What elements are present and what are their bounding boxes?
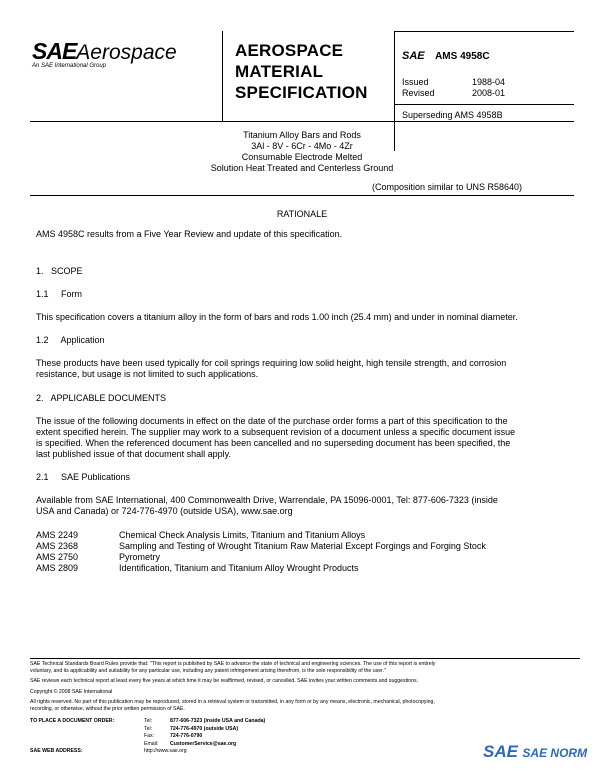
text-line: These products have been used typically for coil springs requiring low solid height, high tensile strength, and corrosion (36, 358, 507, 368)
section-1-2-heading: 1.2 Application (36, 335, 105, 345)
title-line: Titanium Alloy Bars and Rods (243, 130, 361, 140)
header-top-rule (394, 31, 574, 32)
text-line: USA and Canada) or 724-776-4970 (outside USA), www.sae.org (36, 506, 293, 516)
issued-row (402, 77, 572, 88)
norm-logo-mark: SAE (483, 742, 518, 761)
section-1-2-text (36, 358, 576, 380)
section-2-heading: 2. APPLICABLE DOCUMENTS (36, 393, 167, 403)
doc-title: Sampling and Testing of Wrought Titanium Raw Material Except Forgings and Forging Stock (119, 541, 486, 551)
doc-title: Identification, Titanium and Titanium Alloy Wrought Products (119, 563, 359, 573)
doc-code: AMS 2368 (36, 541, 79, 551)
document-list (36, 530, 576, 574)
doc-number: AMS 4958C (435, 51, 490, 62)
footer-line: All rights reserved. No part of this publication may be reproduced, stored in a retrieval system or transmitted, in any form or by any means, electronic, mechanical, photocopying, (30, 698, 435, 705)
rationale-text: AMS 4958C results from a Five Year Review and update of this specification. (36, 229, 343, 239)
spec-title-line: AEROSPACE (235, 41, 344, 60)
spec-title-line: SPECIFICATION (235, 83, 368, 102)
sae-mark: SAE (402, 50, 425, 62)
text-line: Available from SAE International, 400 Commonwealth Drive, Warrendale, PA 15096-0001, Tel: 877-606-7323 (inside (36, 495, 498, 505)
text-line: extent specified herein. The supplier may work to a subsequent revision of a document unless a specific document issue (36, 427, 516, 437)
norm-logo-text: SAE NORM (522, 746, 588, 760)
spec-title (235, 40, 368, 103)
tel2-value: 724-776-4970 (outside USA) (170, 725, 239, 732)
section-1-1-text: This specification covers a titanium alloy in the form of bars and rods 1.00 inch (25.4 mm) and under in nominal diameter. (36, 312, 518, 322)
title-line: 3Al - 8V - 6Cr - 4Mo - 4Zr (251, 141, 353, 151)
section-1-heading: 1. SCOPE (36, 266, 83, 276)
order-label: TO PLACE A DOCUMENT ORDER: (30, 718, 115, 724)
text-line: is specified. When the referenced document has been cancelled and no superseding document has been specified, the (36, 438, 511, 448)
tel2-label: Tel: (144, 725, 153, 732)
issued-label: Issued (402, 77, 429, 87)
issued-value: 1988-04 (472, 77, 506, 87)
document-row (36, 563, 576, 574)
section-2-1-text (36, 495, 576, 517)
web-value[interactable]: http://www.sae.org (144, 748, 187, 754)
section-1-1-heading: 1.1 Form (36, 289, 83, 299)
title-block (30, 130, 574, 174)
footer-notice (30, 661, 582, 713)
logo-tagline: An SAE International Group (32, 63, 107, 69)
document-row (36, 552, 576, 563)
tel-value: 877-606-7323 (inside USA and Canada) (170, 718, 266, 724)
logo-aerospace: Aerospace (76, 41, 177, 64)
header-logo (32, 38, 222, 69)
document-row (36, 530, 576, 541)
fax-label: Fax: (144, 733, 155, 739)
doc-code: AMS 2249 (36, 530, 79, 540)
doc-title: Pyrometry (119, 552, 161, 562)
header-mid-rule (394, 104, 574, 105)
email-value[interactable]: CustomerService@sae.org (170, 740, 237, 747)
title-line: Consumable Electrode Melted (241, 152, 363, 162)
composition-note: (Composition similar to UNS R58640) (372, 182, 523, 192)
section-2-1-heading: 2.1 SAE Publications (36, 472, 131, 482)
text-line: last published issue of that document shall apply. (36, 449, 231, 459)
text-line: resistance, but usage is not limited to such applications. (36, 369, 259, 379)
doc-code: AMS 2750 (36, 552, 79, 562)
web-label: SAE WEB ADDRESS: (30, 748, 83, 754)
header-bottom-rule (30, 121, 574, 122)
document-row (36, 541, 576, 552)
email-label: Email: (144, 740, 159, 747)
title-line: Solution Heat Treated and Centerless Ground (210, 163, 394, 173)
footer-line: voluntary, and its applicability and suitability for any particular use, including any patent infringement arising therefrom, is the sole responsibility of the user." (30, 668, 386, 675)
order-block (30, 718, 430, 756)
logo-sae: SAE (32, 38, 77, 64)
doc-title: Chemical Check Analysis Limits, Titanium and Titanium Alloys (119, 530, 366, 540)
revised-row (402, 88, 572, 99)
footer-line: recording, or otherwise, without the prior written permission of SAE. (30, 706, 185, 713)
revised-value: 2008-01 (472, 88, 506, 98)
superseding: Superseding AMS 4958B (402, 110, 503, 120)
tel-label: Tel: (144, 718, 153, 724)
footer-rule (30, 658, 580, 659)
title-bottom-rule (30, 195, 574, 196)
revised-label: Revised (402, 88, 435, 98)
doc-code: AMS 2809 (36, 563, 79, 573)
doc-id-block (402, 46, 572, 64)
footer-line: SAE reviews each technical report at least every five years at which time it may be reaffirmed, revised, or cancelled. SAE invites your written comments and suggestions. (30, 678, 418, 685)
footer-line: SAE Technical Standards Board Rules provide that: "This report is published by SAE to advance the state of technical and engineering sciences. The use of this report is entirely (30, 661, 436, 667)
text-line: The issue of the following documents in effect on the date of the purchase order forms a part of this specification to the (36, 416, 508, 426)
fax-value: 724-776-0790 (170, 733, 203, 739)
sae-norm-logo (483, 742, 587, 762)
spec-title-line: MATERIAL (235, 62, 324, 81)
footer-line: Copyright © 2008 SAE International (30, 688, 113, 695)
header-divider-1 (222, 31, 223, 121)
rationale-heading: RATIONALE (276, 209, 328, 219)
section-2-text (36, 416, 576, 460)
